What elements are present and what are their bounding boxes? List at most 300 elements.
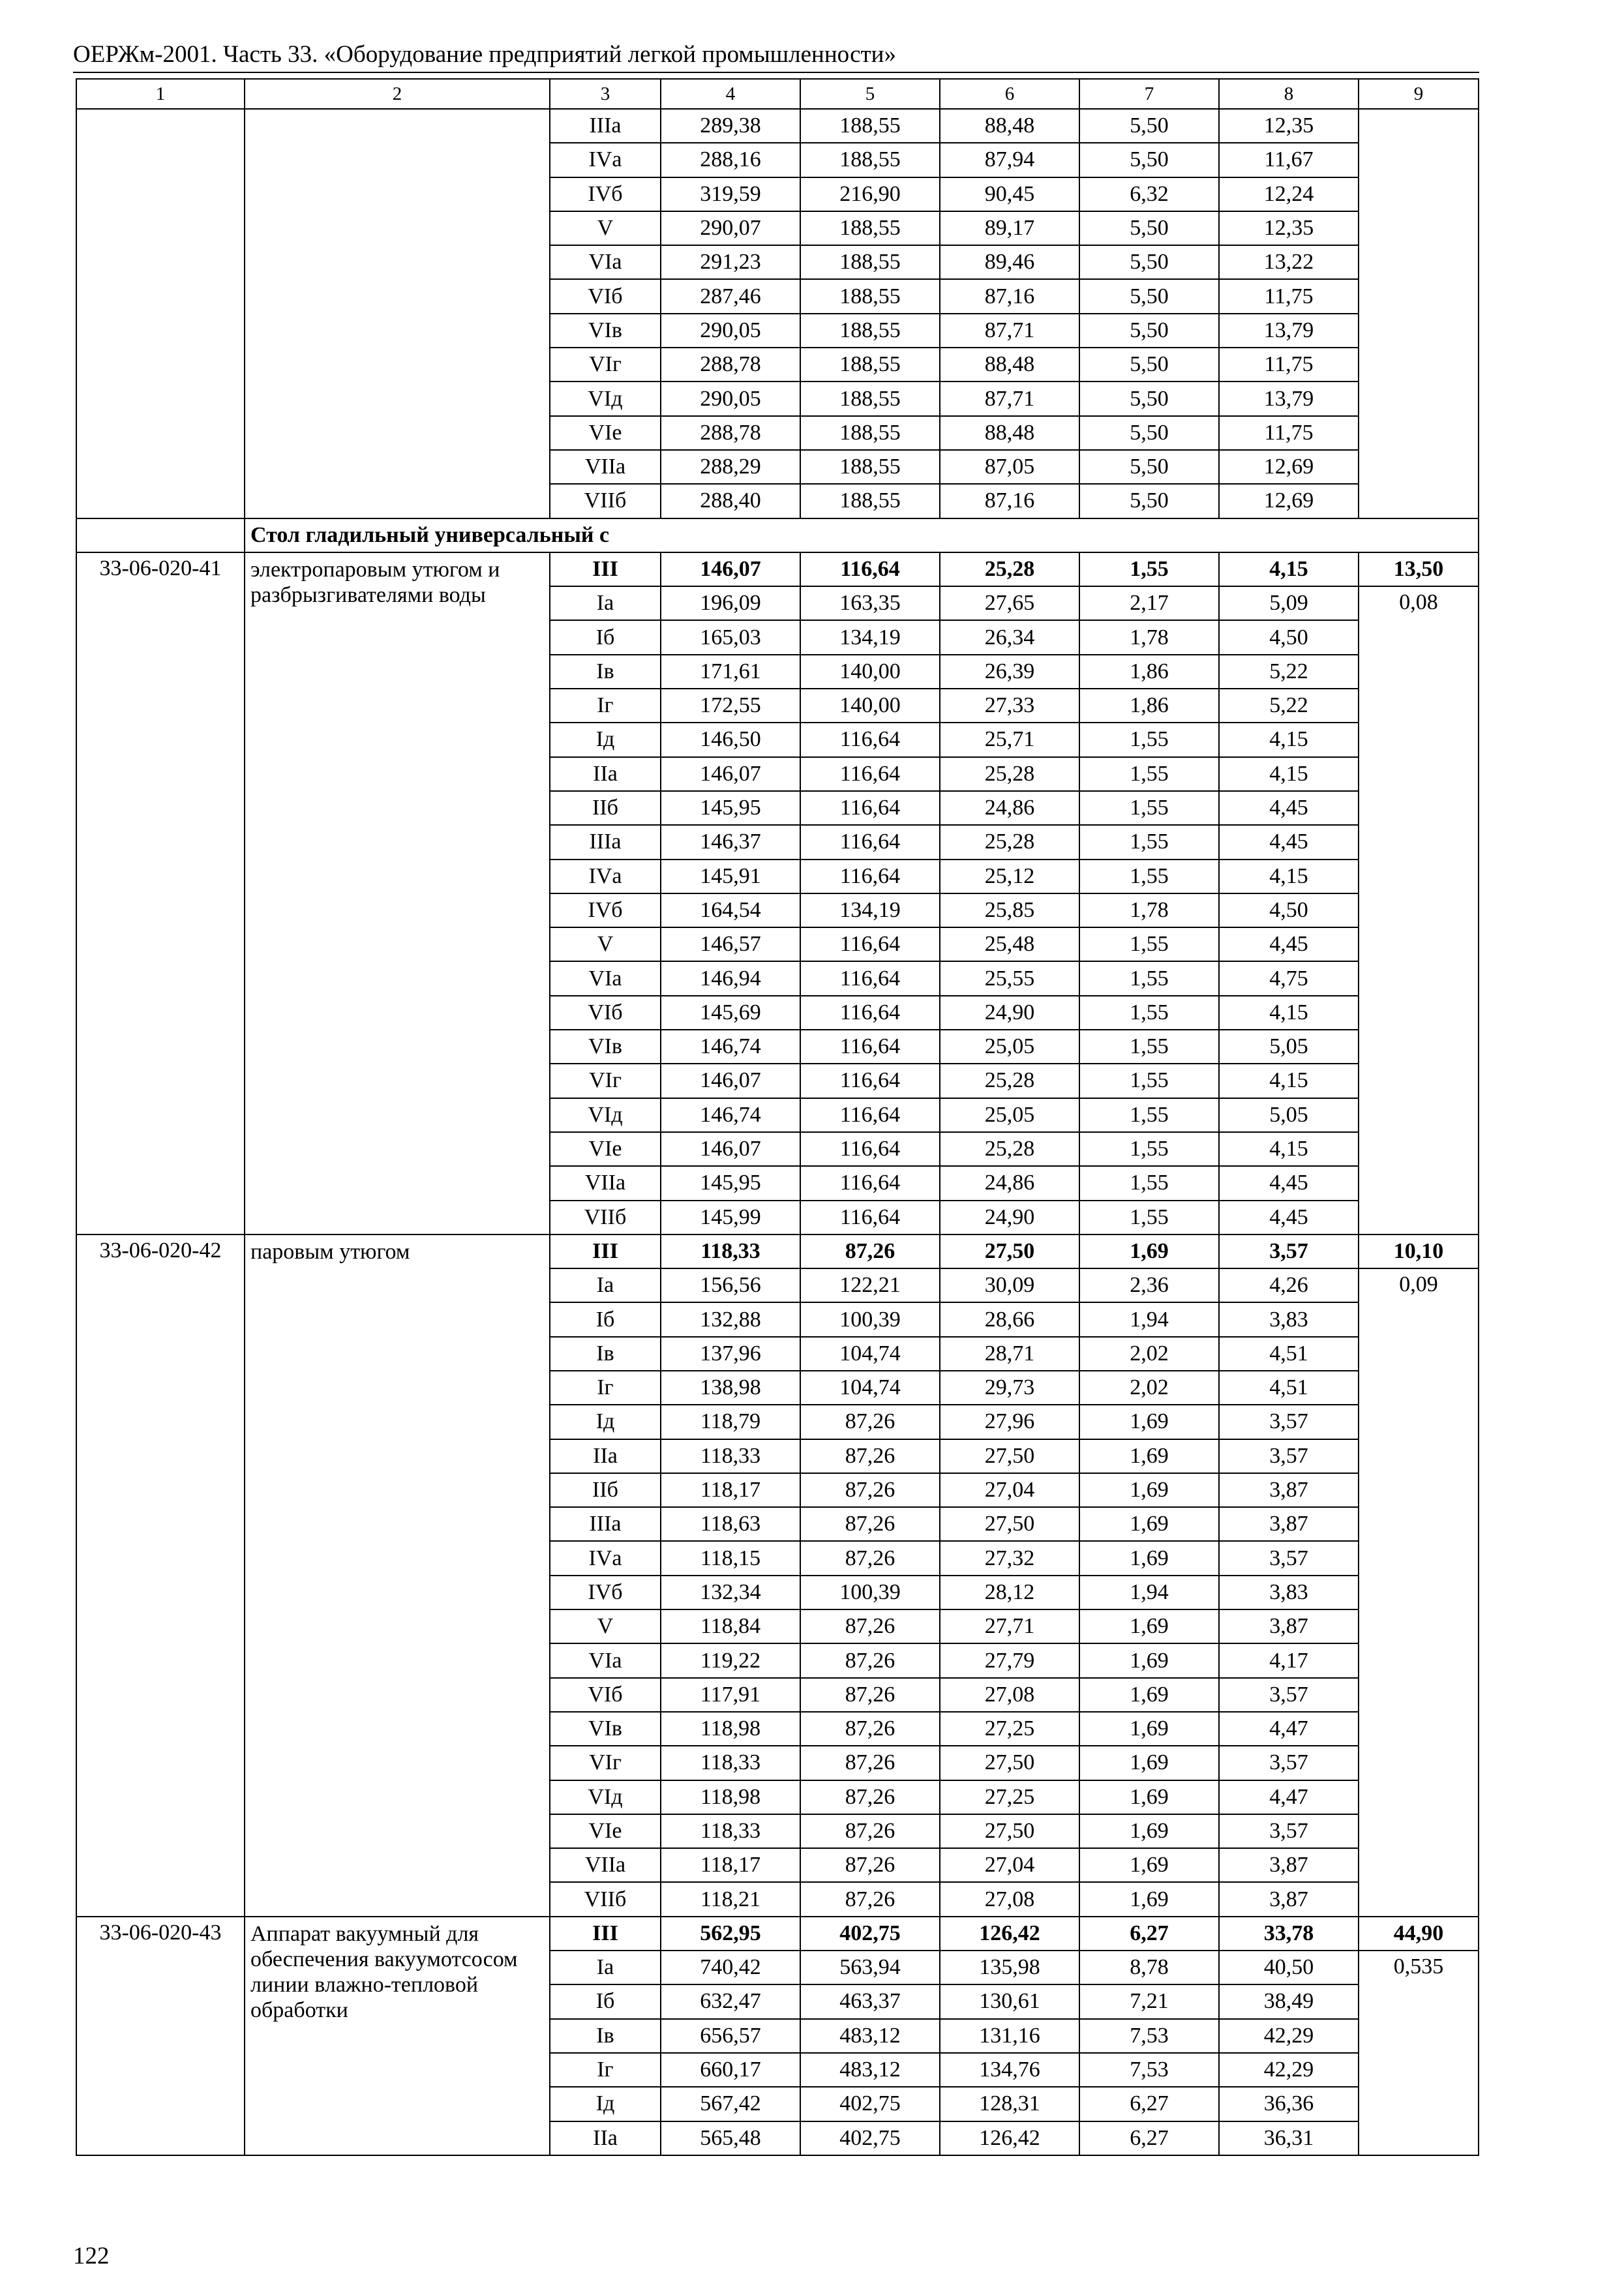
value-cell: 87,26 bbox=[800, 1814, 940, 1848]
value-cell: 25,71 bbox=[940, 723, 1079, 756]
value-cell: 12,69 bbox=[1219, 450, 1359, 484]
value-cell: 3,57 bbox=[1219, 1746, 1359, 1780]
zone-cell: III bbox=[550, 1917, 661, 1951]
zone-cell: III bbox=[550, 552, 661, 586]
value-cell: 1,69 bbox=[1079, 1439, 1219, 1473]
value-cell: 28,71 bbox=[940, 1337, 1079, 1371]
value-cell: 36,36 bbox=[1219, 2087, 1359, 2121]
value-cell: 25,05 bbox=[940, 1030, 1079, 1064]
value-cell: 5,50 bbox=[1079, 109, 1219, 143]
zone-cell: VIIб bbox=[550, 1201, 661, 1234]
value-cell: 188,55 bbox=[800, 143, 940, 177]
zone-cell: VIв bbox=[550, 1712, 661, 1746]
value-cell: 87,26 bbox=[800, 1848, 940, 1882]
value-cell: 188,55 bbox=[800, 382, 940, 415]
item-code: 33-06-020-43 bbox=[76, 1917, 245, 2155]
value-cell: 25,48 bbox=[940, 927, 1079, 961]
value-cell: 290,07 bbox=[661, 211, 800, 245]
document-title: ОЕРЖм-2001. Часть 33. «Оборудование предприятий легкой промышленности» bbox=[73, 41, 896, 68]
zone-cell: IIб bbox=[550, 1473, 661, 1507]
value-cell: 6,27 bbox=[1079, 1917, 1219, 1951]
value-cell: 1,55 bbox=[1079, 791, 1219, 825]
value-cell: 134,76 bbox=[940, 2053, 1079, 2087]
value-cell: 5,50 bbox=[1079, 211, 1219, 245]
value-cell: 2,02 bbox=[1079, 1371, 1219, 1405]
col9-value: 0,09 bbox=[1359, 1268, 1479, 1917]
value-cell: 25,55 bbox=[940, 961, 1079, 995]
zone-cell: VIа bbox=[550, 1643, 661, 1677]
value-cell: 1,69 bbox=[1079, 1405, 1219, 1439]
value-cell: 4,15 bbox=[1219, 1064, 1359, 1098]
value-cell: 87,05 bbox=[940, 450, 1079, 484]
value-cell: 5,50 bbox=[1079, 450, 1219, 484]
zone-cell: IVб bbox=[550, 1576, 661, 1609]
value-cell: 1,69 bbox=[1079, 1678, 1219, 1712]
value-cell: 188,55 bbox=[800, 211, 940, 245]
value-cell: 1,55 bbox=[1079, 723, 1219, 756]
column-number-cell: 3 bbox=[550, 79, 661, 109]
value-cell: 12,35 bbox=[1219, 109, 1359, 143]
value-cell: 27,65 bbox=[940, 586, 1079, 620]
value-cell: 116,64 bbox=[800, 723, 940, 756]
value-cell: 146,07 bbox=[661, 1064, 800, 1098]
value-cell: 145,95 bbox=[661, 1166, 800, 1200]
value-cell: 118,15 bbox=[661, 1541, 800, 1575]
value-cell: 4,15 bbox=[1219, 860, 1359, 893]
value-cell: 25,28 bbox=[940, 552, 1079, 586]
value-cell: 24,90 bbox=[940, 996, 1079, 1030]
value-cell: 4,51 bbox=[1219, 1337, 1359, 1371]
value-cell: 7,53 bbox=[1079, 2019, 1219, 2053]
value-cell: 118,33 bbox=[661, 1439, 800, 1473]
value-cell: 12,24 bbox=[1219, 177, 1359, 211]
value-cell: 7,21 bbox=[1079, 1984, 1219, 2018]
zone-cell: Iг bbox=[550, 1371, 661, 1405]
zone-cell: VIд bbox=[550, 382, 661, 415]
value-cell: 3,83 bbox=[1219, 1302, 1359, 1336]
value-cell: 118,17 bbox=[661, 1473, 800, 1507]
value-cell: 165,03 bbox=[661, 620, 800, 654]
value-cell: 188,55 bbox=[800, 484, 940, 518]
value-cell: 288,78 bbox=[661, 348, 800, 382]
value-cell: 116,64 bbox=[800, 996, 940, 1030]
value-cell: 3,57 bbox=[1219, 1678, 1359, 1712]
value-cell: 118,21 bbox=[661, 1882, 800, 1916]
table-row bbox=[76, 109, 1479, 143]
zone-cell: Iв bbox=[550, 1337, 661, 1371]
value-cell: 89,46 bbox=[940, 245, 1079, 279]
value-cell: 140,00 bbox=[800, 689, 940, 723]
zone-cell: Iг bbox=[550, 689, 661, 723]
value-cell: 88,48 bbox=[940, 109, 1079, 143]
value-cell: 1,55 bbox=[1079, 996, 1219, 1030]
value-cell: 27,04 bbox=[940, 1473, 1079, 1507]
value-cell: 288,16 bbox=[661, 143, 800, 177]
value-cell: 128,31 bbox=[940, 2087, 1079, 2121]
value-cell: 216,90 bbox=[800, 177, 940, 211]
item-name: Аппарат вакуумный для обеспечения вакуумотсосом линии влажно-тепловой обработки bbox=[245, 1917, 550, 2155]
item-name: паровым утюгом bbox=[245, 1234, 550, 1917]
value-cell: 146,74 bbox=[661, 1030, 800, 1064]
value-cell: 119,22 bbox=[661, 1643, 800, 1677]
zone-cell: Iа bbox=[550, 586, 661, 620]
value-cell: 27,25 bbox=[940, 1712, 1079, 1746]
value-cell: 12,35 bbox=[1219, 211, 1359, 245]
value-cell: 87,71 bbox=[940, 382, 1079, 415]
value-cell: 116,64 bbox=[800, 1166, 940, 1200]
value-cell: 1,69 bbox=[1079, 1507, 1219, 1541]
zone-cell: IIIа bbox=[550, 109, 661, 143]
value-cell: 290,05 bbox=[661, 382, 800, 415]
column-number-cell: 9 bbox=[1359, 79, 1479, 109]
value-cell: 5,50 bbox=[1079, 416, 1219, 450]
zone-cell: VIг bbox=[550, 1064, 661, 1098]
value-cell: 140,00 bbox=[800, 655, 940, 689]
zone-cell: IVа bbox=[550, 860, 661, 893]
value-cell: 116,64 bbox=[800, 927, 940, 961]
value-cell: 122,21 bbox=[800, 1268, 940, 1302]
value-cell: 146,07 bbox=[661, 757, 800, 791]
value-cell: 1,55 bbox=[1079, 552, 1219, 586]
value-cell: 483,12 bbox=[800, 2053, 940, 2087]
value-cell: 11,75 bbox=[1219, 348, 1359, 382]
value-cell: 1,55 bbox=[1079, 757, 1219, 791]
value-cell: 145,99 bbox=[661, 1201, 800, 1234]
value-cell: 319,59 bbox=[661, 177, 800, 211]
value-cell: 138,98 bbox=[661, 1371, 800, 1405]
value-cell: 4,45 bbox=[1219, 1166, 1359, 1200]
value-cell: 4,15 bbox=[1219, 723, 1359, 756]
value-cell: 146,07 bbox=[661, 552, 800, 586]
value-cell: 1,69 bbox=[1079, 1609, 1219, 1643]
zone-cell: Iа bbox=[550, 1951, 661, 1984]
column-number-cell: 5 bbox=[800, 79, 940, 109]
zone-cell: VIе bbox=[550, 416, 661, 450]
zone-cell: VIIб bbox=[550, 484, 661, 518]
value-cell: 288,29 bbox=[661, 450, 800, 484]
value-cell: 135,98 bbox=[940, 1951, 1079, 1984]
zone-cell: VIд bbox=[550, 1098, 661, 1132]
value-cell: 30,09 bbox=[940, 1268, 1079, 1302]
value-cell: 100,39 bbox=[800, 1302, 940, 1336]
value-cell: 116,64 bbox=[800, 757, 940, 791]
value-cell: 25,28 bbox=[940, 1132, 1079, 1166]
value-cell: 172,55 bbox=[661, 689, 800, 723]
value-cell: 13,79 bbox=[1219, 382, 1359, 415]
value-cell: 4,50 bbox=[1219, 893, 1359, 927]
value-cell: 87,26 bbox=[800, 1780, 940, 1814]
value-cell: 87,26 bbox=[800, 1405, 940, 1439]
value-cell: 5,50 bbox=[1079, 484, 1219, 518]
value-cell: 118,17 bbox=[661, 1848, 800, 1882]
value-cell: 1,55 bbox=[1079, 1166, 1219, 1200]
value-cell: 1,55 bbox=[1079, 927, 1219, 961]
value-cell: 134,19 bbox=[800, 620, 940, 654]
value-cell: 130,61 bbox=[940, 1984, 1079, 2018]
page-number: 122 bbox=[73, 2243, 110, 2269]
value-cell: 88,48 bbox=[940, 348, 1079, 382]
value-cell: 38,49 bbox=[1219, 1984, 1359, 2018]
value-cell: 27,50 bbox=[940, 1234, 1079, 1268]
value-cell: 291,23 bbox=[661, 245, 800, 279]
zone-cell: VIб bbox=[550, 279, 661, 313]
value-cell: 13,22 bbox=[1219, 245, 1359, 279]
value-cell: 4,45 bbox=[1219, 825, 1359, 859]
col9-value: 0,535 bbox=[1359, 1951, 1479, 2155]
value-cell: 8,78 bbox=[1079, 1951, 1219, 1984]
value-cell: 5,22 bbox=[1219, 689, 1359, 723]
value-cell: 116,64 bbox=[800, 552, 940, 586]
value-cell: 27,33 bbox=[940, 689, 1079, 723]
value-cell: 562,95 bbox=[661, 1917, 800, 1951]
value-cell: 188,55 bbox=[800, 314, 940, 348]
value-cell: 632,47 bbox=[661, 1984, 800, 2018]
zone-cell: VIIб bbox=[550, 1882, 661, 1916]
value-cell: 1,69 bbox=[1079, 1746, 1219, 1780]
col9-value: 13,50 bbox=[1359, 552, 1479, 586]
value-cell: 146,50 bbox=[661, 723, 800, 756]
value-cell: 4,51 bbox=[1219, 1371, 1359, 1405]
value-cell: 25,12 bbox=[940, 860, 1079, 893]
value-cell: 563,94 bbox=[800, 1951, 940, 1984]
value-cell: 3,83 bbox=[1219, 1576, 1359, 1609]
col9-value: 0,08 bbox=[1359, 586, 1479, 1234]
zone-cell: IVб bbox=[550, 177, 661, 211]
value-cell: 33,78 bbox=[1219, 1917, 1359, 1951]
value-cell: 116,64 bbox=[800, 1201, 940, 1234]
value-cell: 3,87 bbox=[1219, 1882, 1359, 1916]
item-name bbox=[245, 109, 550, 518]
value-cell: 188,55 bbox=[800, 416, 940, 450]
value-cell: 656,57 bbox=[661, 2019, 800, 2053]
value-cell: 118,33 bbox=[661, 1234, 800, 1268]
zone-cell: Iд bbox=[550, 2087, 661, 2121]
zone-cell: Iв bbox=[550, 2019, 661, 2053]
zone-cell: Iг bbox=[550, 2053, 661, 2087]
zone-cell: IVб bbox=[550, 893, 661, 927]
value-cell: 6,27 bbox=[1079, 2121, 1219, 2155]
value-cell: 87,16 bbox=[940, 484, 1079, 518]
value-cell: 6,27 bbox=[1079, 2087, 1219, 2121]
item-name: электропаровым утюгом и разбрызгивателями воды bbox=[245, 552, 550, 1234]
value-cell: 89,17 bbox=[940, 211, 1079, 245]
value-cell: 87,26 bbox=[800, 1507, 940, 1541]
value-cell: 24,86 bbox=[940, 791, 1079, 825]
zone-cell: VIв bbox=[550, 314, 661, 348]
value-cell: 3,87 bbox=[1219, 1609, 1359, 1643]
value-cell: 5,50 bbox=[1079, 245, 1219, 279]
value-cell: 104,74 bbox=[800, 1371, 940, 1405]
value-cell: 163,35 bbox=[800, 586, 940, 620]
value-cell: 118,84 bbox=[661, 1609, 800, 1643]
value-cell: 87,26 bbox=[800, 1234, 940, 1268]
item-code: 33-06-020-42 bbox=[76, 1234, 245, 1917]
value-cell: 145,95 bbox=[661, 791, 800, 825]
value-cell: 5,50 bbox=[1079, 143, 1219, 177]
value-cell: 4,15 bbox=[1219, 757, 1359, 791]
value-cell: 402,75 bbox=[800, 2121, 940, 2155]
zone-cell: III bbox=[550, 1234, 661, 1268]
value-cell: 565,48 bbox=[661, 2121, 800, 2155]
value-cell: 1,69 bbox=[1079, 1882, 1219, 1916]
value-cell: 24,86 bbox=[940, 1166, 1079, 1200]
value-cell: 188,55 bbox=[800, 348, 940, 382]
value-cell: 25,28 bbox=[940, 757, 1079, 791]
value-cell: 87,94 bbox=[940, 143, 1079, 177]
value-cell: 27,32 bbox=[940, 1541, 1079, 1575]
value-cell: 27,50 bbox=[940, 1507, 1079, 1541]
value-cell: 146,07 bbox=[661, 1132, 800, 1166]
value-cell: 463,37 bbox=[800, 1984, 940, 2018]
value-cell: 3,57 bbox=[1219, 1814, 1359, 1848]
value-cell: 1,69 bbox=[1079, 1712, 1219, 1746]
value-cell: 1,94 bbox=[1079, 1302, 1219, 1336]
value-cell: 1,69 bbox=[1079, 1541, 1219, 1575]
value-cell: 26,39 bbox=[940, 655, 1079, 689]
value-cell: 1,78 bbox=[1079, 620, 1219, 654]
value-cell: 6,32 bbox=[1079, 177, 1219, 211]
value-cell: 27,08 bbox=[940, 1882, 1079, 1916]
zone-cell: IIа bbox=[550, 1439, 661, 1473]
value-cell: 116,64 bbox=[800, 1064, 940, 1098]
value-cell: 25,28 bbox=[940, 825, 1079, 859]
value-cell: 104,74 bbox=[800, 1337, 940, 1371]
value-cell: 146,57 bbox=[661, 927, 800, 961]
zone-cell: VIIа bbox=[550, 1166, 661, 1200]
value-cell: 88,48 bbox=[940, 416, 1079, 450]
value-cell: 27,50 bbox=[940, 1746, 1079, 1780]
value-cell: 1,55 bbox=[1079, 860, 1219, 893]
table-row bbox=[76, 1917, 1479, 1951]
value-cell: 132,34 bbox=[661, 1576, 800, 1609]
value-cell: 24,90 bbox=[940, 1201, 1079, 1234]
zone-cell: Iб bbox=[550, 1984, 661, 2018]
value-cell: 289,38 bbox=[661, 109, 800, 143]
value-cell: 188,55 bbox=[800, 109, 940, 143]
value-cell: 288,78 bbox=[661, 416, 800, 450]
zone-cell: Iа bbox=[550, 1268, 661, 1302]
value-cell: 4,45 bbox=[1219, 1201, 1359, 1234]
value-cell: 145,91 bbox=[661, 860, 800, 893]
value-cell: 11,75 bbox=[1219, 416, 1359, 450]
value-cell: 4,15 bbox=[1219, 1132, 1359, 1166]
value-cell: 11,67 bbox=[1219, 143, 1359, 177]
value-cell: 116,64 bbox=[800, 1132, 940, 1166]
value-cell: 25,85 bbox=[940, 893, 1079, 927]
zone-cell: Iв bbox=[550, 655, 661, 689]
value-cell: 145,69 bbox=[661, 996, 800, 1030]
value-cell: 3,87 bbox=[1219, 1507, 1359, 1541]
value-cell: 116,64 bbox=[800, 791, 940, 825]
value-cell: 4,45 bbox=[1219, 791, 1359, 825]
value-cell: 118,33 bbox=[661, 1746, 800, 1780]
value-cell: 188,55 bbox=[800, 450, 940, 484]
value-cell: 87,26 bbox=[800, 1678, 940, 1712]
value-cell: 3,57 bbox=[1219, 1541, 1359, 1575]
value-cell: 134,19 bbox=[800, 893, 940, 927]
value-cell: 26,34 bbox=[940, 620, 1079, 654]
price-table bbox=[76, 78, 1479, 2156]
value-cell: 25,28 bbox=[940, 1064, 1079, 1098]
column-number-row bbox=[76, 79, 1479, 109]
value-cell: 7,53 bbox=[1079, 2053, 1219, 2087]
value-cell: 1,55 bbox=[1079, 1030, 1219, 1064]
zone-cell: VIг bbox=[550, 348, 661, 382]
value-cell: 27,08 bbox=[940, 1678, 1079, 1712]
value-cell: 288,40 bbox=[661, 484, 800, 518]
value-cell: 402,75 bbox=[800, 1917, 940, 1951]
zone-cell: IIIа bbox=[550, 1507, 661, 1541]
table-row bbox=[76, 1234, 1479, 1268]
value-cell: 1,55 bbox=[1079, 1064, 1219, 1098]
value-cell: 100,39 bbox=[800, 1576, 940, 1609]
value-cell: 87,26 bbox=[800, 1882, 940, 1916]
value-cell: 116,64 bbox=[800, 860, 940, 893]
value-cell: 25,05 bbox=[940, 1098, 1079, 1132]
value-cell: 483,12 bbox=[800, 2019, 940, 2053]
value-cell: 146,94 bbox=[661, 961, 800, 995]
value-cell: 287,46 bbox=[661, 279, 800, 313]
value-cell: 146,37 bbox=[661, 825, 800, 859]
value-cell: 29,73 bbox=[940, 1371, 1079, 1405]
value-cell: 116,64 bbox=[800, 1030, 940, 1064]
value-cell: 402,75 bbox=[800, 2087, 940, 2121]
column-number-cell: 4 bbox=[661, 79, 800, 109]
value-cell: 4,47 bbox=[1219, 1780, 1359, 1814]
column-number-cell: 2 bbox=[245, 79, 550, 109]
value-cell: 3,57 bbox=[1219, 1234, 1359, 1268]
column-number-cell: 1 bbox=[76, 79, 245, 109]
value-cell: 4,47 bbox=[1219, 1712, 1359, 1746]
zone-cell: VIе bbox=[550, 1814, 661, 1848]
value-cell: 87,26 bbox=[800, 1473, 940, 1507]
value-cell: 146,74 bbox=[661, 1098, 800, 1132]
value-cell: 3,57 bbox=[1219, 1439, 1359, 1473]
zone-cell: V bbox=[550, 927, 661, 961]
value-cell: 13,79 bbox=[1219, 314, 1359, 348]
zone-cell: VIа bbox=[550, 961, 661, 995]
zone-cell: Iд bbox=[550, 1405, 661, 1439]
value-cell: 188,55 bbox=[800, 245, 940, 279]
value-cell: 5,22 bbox=[1219, 655, 1359, 689]
column-number-cell: 7 bbox=[1079, 79, 1219, 109]
table-row bbox=[76, 552, 1479, 586]
value-cell: 116,64 bbox=[800, 825, 940, 859]
zone-cell: VIIа bbox=[550, 450, 661, 484]
value-cell: 118,98 bbox=[661, 1712, 800, 1746]
value-cell: 27,50 bbox=[940, 1439, 1079, 1473]
value-cell: 1,55 bbox=[1079, 1098, 1219, 1132]
value-cell: 5,50 bbox=[1079, 348, 1219, 382]
value-cell: 28,12 bbox=[940, 1576, 1079, 1609]
zone-cell: V bbox=[550, 1609, 661, 1643]
zone-cell: VIе bbox=[550, 1132, 661, 1166]
value-cell: 1,69 bbox=[1079, 1473, 1219, 1507]
zone-cell: VIв bbox=[550, 1030, 661, 1064]
value-cell: 126,42 bbox=[940, 1917, 1079, 1951]
column-number-cell: 8 bbox=[1219, 79, 1359, 109]
value-cell: 740,42 bbox=[661, 1951, 800, 1984]
value-cell: 117,91 bbox=[661, 1678, 800, 1712]
zone-cell: IIа bbox=[550, 757, 661, 791]
value-cell: 1,78 bbox=[1079, 893, 1219, 927]
zone-cell: VIд bbox=[550, 1780, 661, 1814]
value-cell: 27,04 bbox=[940, 1848, 1079, 1882]
empty-col9-cell bbox=[1359, 109, 1479, 518]
value-cell: 156,56 bbox=[661, 1268, 800, 1302]
value-cell: 87,71 bbox=[940, 314, 1079, 348]
value-cell: 11,75 bbox=[1219, 279, 1359, 313]
